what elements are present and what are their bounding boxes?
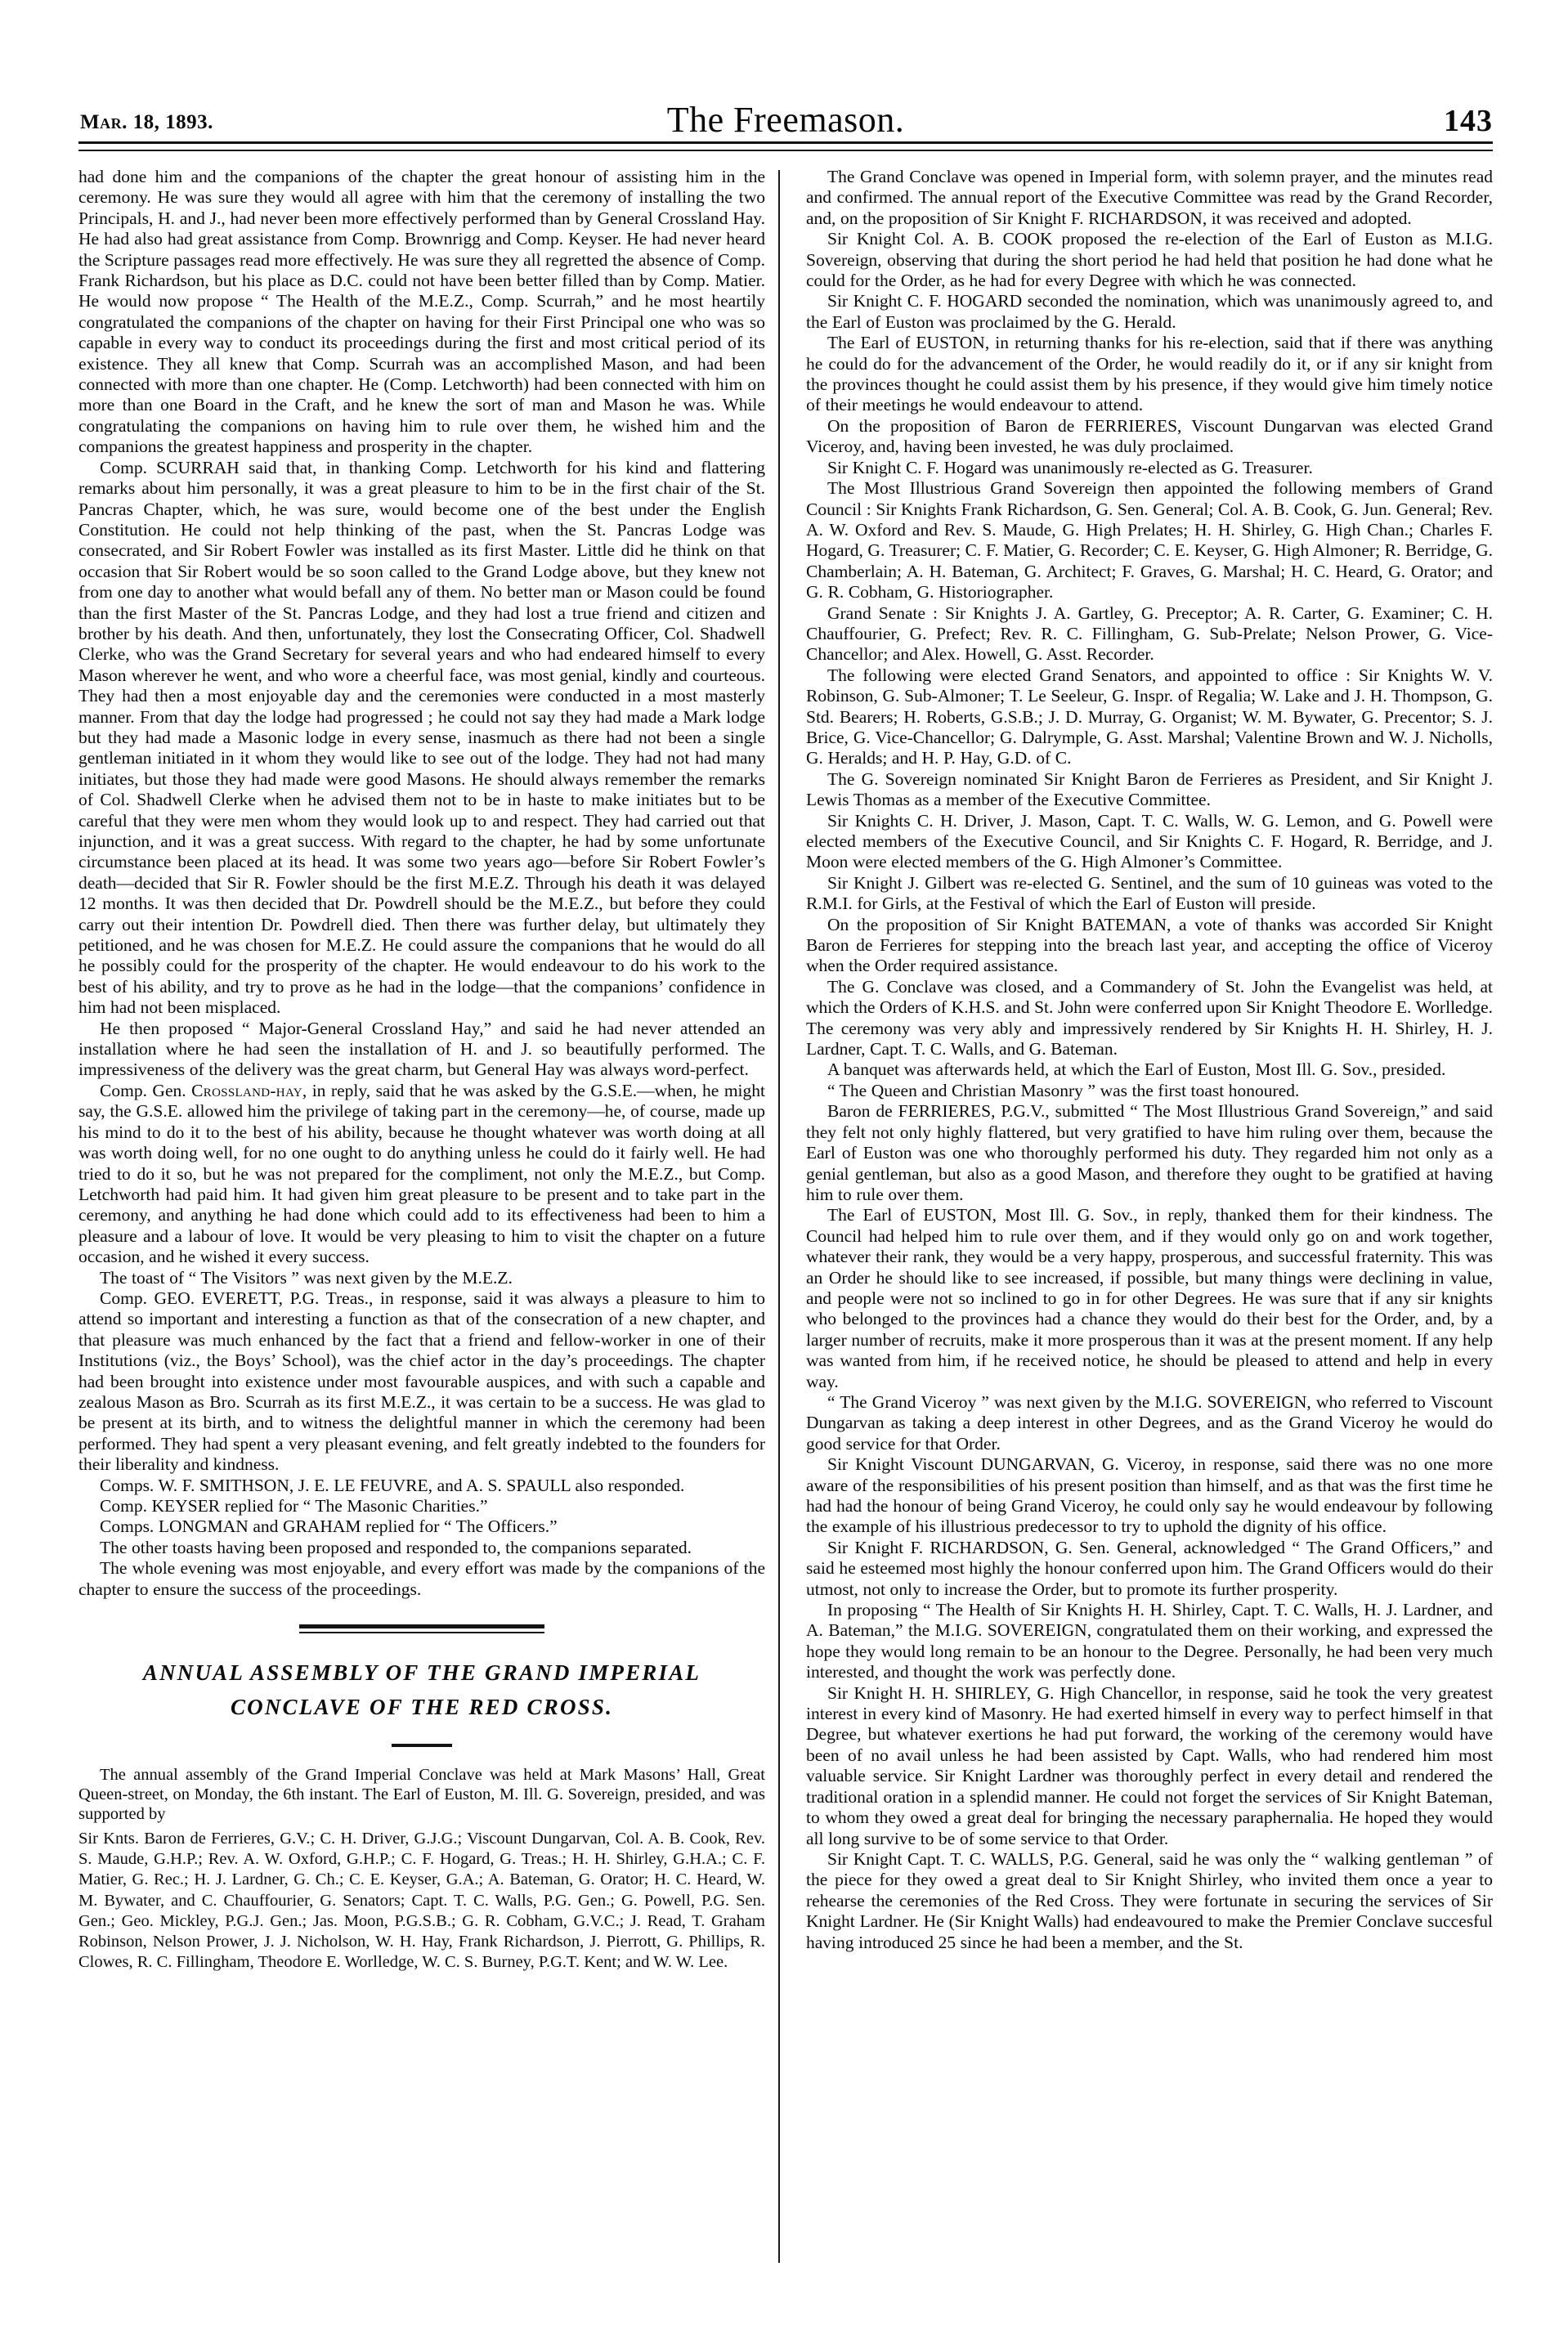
paragraph: The other toasts having been proposed and responded to, the companions separated.: [100, 1537, 692, 1557]
paragraph: The Earl of EUSTON, Most Ill. G. Sov., in reply, thanked them for their kindness. The Council had helped him to rule over them, and if they would only go on and work together, whatever their rank, they would be a very happy, prosperous, and successful fraternity. This was an Order he should like to see increased, if possible, but many things were declining in value, and people were not so inclined to go in for other Degrees. He was sure that if any sir knights who belonged to the provinces had a chance they would do their best for the Order, and, by a larger number of recruits, make it more prosperous than it was at the present moment. If any help was wanted from him, if he received notice, he should be pleased to attend and help in every way.: [806, 1205, 1493, 1391]
section-rule-thin: [299, 1632, 544, 1633]
paragraph: The whole evening was most enjoyable, and every effort was made by the companions of the chapter to ensure the success of the proceedings.: [78, 1558, 765, 1599]
paragraph: Sir Knights C. H. Driver, J. Mason, Capt. T. C. Walls, W. G. Lemon, and G. Powell were elected members of the Executive Council, and Sir Knights C. F. Hogard, R. Berridge, and J. Moon were elected members of the G. High Almoner’s Committee.: [806, 810, 1493, 872]
paragraph: “ The Queen and Christian Masonry ” was the first toast honoured.: [827, 1080, 1300, 1100]
masthead-rule-thin: [78, 150, 1493, 151]
paragraph: Sir Knight Col. A. B. COOK proposed the re-election of the Earl of Euston as M.I.G. Sovereign, observing that during the short period he had held that position he had done what he could for the Order, as he had for every Degree with which he was connected.: [806, 229, 1493, 291]
small-caps-name: Crossland-hay: [191, 1080, 302, 1100]
paragraph: Comp. GEO. EVERETT, P.G. Treas., in response, said it was always a pleasure to him to attend so important and interesting a function as that of the consecration of a new chapter, and that pleasure was much enhanced by the fact that a friend and fellow-worker in one of their Institutions (viz., the Boys’ School), was the chief actor in the day’s proceedings. The chapter had been brought into existence under most favourable auspices, and with such a capable and zealous Mason as Bro. Scurrah as its first M.E.Z., it was certain to be a success. He was glad to be present at its birth, and to witness the delightful manner in which the ceremony had been performed. They had spent a very pleasant evening, and felt greatly indebted to the founders for their liberality and kindness.: [78, 1288, 765, 1475]
paragraph: On the proposition of Sir Knight BATEMAN, a vote of thanks was accorded Sir Knight Baron de Ferrieres for stepping into the breach last year, and accepting the office of Viceroy when the Order required assistance.: [806, 914, 1493, 976]
section-name-list: Sir Knts. Baron de Ferrieres, G.V.; C. H. Driver, G.J.G.; Viscount Dungarvan, Col. A. B. Cook, Rev. S. Maude, G.H.P.; Rev. A. W. Oxford, G.H.P.; C. F. Hogard, G. Treas.; H. H. Shirley, G.H.A.; C. F. Matier, G. Rec.; H. J. Lardner, G. Ch.; C. E. Keyser, G.A.; A. Bateman, G. Orator; H. C. Heard, W. M. Bywater, and C. Chauffourier, G. Senators; Capt. T. C. Walls, P.G. Gen.; G. Powell, P.G. Sen. Gen.; Geo. Mickley, P.G.J. Gen.; Jas. Moon, P.G.S.B.; G. R. Cobham, G.V.C.; J. Read, T. Graham Robinson, Nelson Prower, J. J. Nicholson, W. H. Hay, Frank Richardson, J. Pierrott, G. Phillips, R. Clowes, R. C. Fillingham, Theodore E. Worlledge, W. C. S. Burney, P.G.T. Kent; and W. W. Lee.: [78, 1830, 765, 1972]
paragraph: Sir Knight F. RICHARDSON, G. Sen. General, acknowledged “ The Grand Officers,” and said he esteemed most highly the honour conferred upon him. The Grand Officers would do their utmost, not only to increase the Order, but to promote its further prosperity.: [806, 1537, 1493, 1599]
section-intro-paragraph: The annual assembly of the Grand Imperial Conclave was held at Mark Masons’ Hall, Great Queen-street, on Monday, the 6th instant. The Earl of Euston, M. Ill. G. Sovereign, presided, and was supported by: [78, 1766, 765, 1824]
paragraph: Sir Knight Viscount DUNGARVAN, G. Viceroy, in response, said there was no one more aware of the responsibilities of his present position than himself, and as that was the first time he had had the honour of being Grand Viceroy, he could only say he would endeavour by following the example of his illustrious predecessor to try to uphold the dignity of his office.: [806, 1454, 1493, 1537]
section-heading-line-1: ANNUAL ASSEMBLY OF THE GRAND IMPERIAL: [142, 1660, 701, 1686]
paragraph: The Grand Conclave was opened in Imperial form, with solemn prayer, and the minutes read and confirmed. The annual report of the Executive Committee was read by the Grand Recorder, and, on the proposition of Sir Knight F. RICHARDSON, it was received and adopted.: [806, 167, 1493, 228]
paragraph: Baron de FERRIERES, P.G.V., submitted “ The Most Illustrious Grand Sovereign,” and said they felt not only highly flattered, but very gratified to have him ruling over them, because the Earl of Euston was one who thoroughly performed his duty. They regarded him not only as a genial gentleman, but also as a good Mason, and therefore they ought to be gratified at having him to rule over them.: [806, 1101, 1493, 1204]
section-heading: [78, 1655, 765, 1724]
paragraph: The G. Sovereign nominated Sir Knight Baron de Ferrieres as President, and Sir Knight J. Lewis Thomas as a member of the Executive Committee.: [806, 768, 1493, 810]
paragraph: The G. Conclave was closed, and a Commandery of St. John the Evangelist was held, at which the Orders of K.H.S. and St. John were conferred upon Sir Knight Theodore E. Worlledge. The ceremony was very ably and impressively rendered by Sir Knights H. H. Shirley, H. J. Lardner, Capt. T. C. Walls, and G. Bateman.: [806, 976, 1493, 1059]
section-dash-rule: [392, 1744, 452, 1747]
paragraph: Sir Knight C. F. Hogard was unanimously re-elected as G. Treasurer.: [827, 457, 1313, 477]
paragraph: Sir Knight Capt. T. C. WALLS, P.G. General, said he was only the “ walking gentleman ” of the piece for they owed a great deal to Sir Knight Shirley, who invited them once a year to rehearse the ceremonies of the Red Cross. They were fortunate in securing the services of Sir Knight Lardner. He (Sir Knight Walls) had endeavoured to make the Premier Conclave succesful having introduced 25 since he had been a member, and the St.: [806, 1848, 1493, 1952]
paragraph: He then proposed “ Major-General Crossland Hay,” and said he had never attended an installation where he had seen the installation of H. and J. so beautifully performed. The impressiveness of the delivery was the great charm, but General Hay was always word-perfect.: [78, 1018, 765, 1080]
page-number: 143: [1444, 104, 1493, 138]
paragraph: The following were elected Grand Senators, and appointed to office : Sir Knights W. V. Robinson, G. Sub-Almoner; T. Le Seeleur, G. Inspr. of Regalia; W. Lake and J. H. Thompson, G. Std. Bearers; H. Roberts, G.S.B.; J. D. Murray, G. Organist; W. M. Bywater, G. Precentor; S. J. Brice, G. Vice-Chancellor; G. Dalrymple, G. Asst. Marshal; Valentine Brown and W. J. Nicholls, G. Heralds; and H. P. Hay, G.D. of C.: [806, 665, 1493, 768]
paragraph: The Earl of EUSTON, in returning thanks for his re-election, said that if there was anything he could do for the advancement of the Order, he would readily do it, or if any sir knight from the provinces thought he could assist them by his presence, if they would give him timely notice of their meetings he would endeavour to attend.: [806, 333, 1493, 415]
paragraph: The Most Illustrious Grand Sovereign then appointed the following members of Grand Council : Sir Knights Frank Richardson, G. Sen. General; Col. A. B. Cook, G. Jun. General; Rev. A. W. Oxford and Rev. S. Maude, G. High Prelates; H. H. Shirley, G. High Chan.; Charles F. Hogard, G. Treasurer; C. F. Matier, G. Recorder; C. E. Keyser, G. High Almoner; R. Berridge, G. Chamberlain; A. H. Bateman, G. Architect; F. Graves, G. Marshal; H. C. Heard, G. Orator; and G. R. Cobham, G. Historiographer.: [806, 478, 1493, 603]
masthead-rule-thick: [78, 141, 1493, 144]
column-divider: [778, 170, 780, 2263]
paragraph: Comp. SCURRAH said that, in thanking Comp. Letchworth for his kind and flattering remarks about him personally, it was a great pleasure to him to be in the first chair of the St. Pancras Chapter, which, he was sure, would become one of the best under the English Constitution. He could not help thinking of the past, when the St. Pancras Lodge was consecrated, and Sir Robert Fowler was installed as its first Master. Little did he think on that occasion that Sir Robert would be so soon called to the Grand Lodge above, but they knew not from one day to another what would befall any of them. No better man or Mason could be found than the first Master of the St. Pancras Lodge, and they had lost a true friend and citizen and brother by his death. And then, unfortunately, they lost the Consecrating Officer, Col. Shadwell Clerke, who was the Grand Secretary for several years and who had endeared himself to every Mason wherever he went, and who wore a cheerful face, was most genial, kindly and courteous. They had then a most enjoyable day and the ceremonies were conducted in a most masterly manner. From that day the lodge had progressed ; he could not say they had made a Mark lodge but they had made a Masonic lodge in every sense, inasmuch as there had not been a single gentleman initiated in it whom they would like to see out of the lodge. They had not had many initiates, but those they had made were good Masons. He should always remember the remarks of Col. Shadwell Clerke when he advised them not to be in haste to make initiates but to be careful that they were men whom they would look up to and respect. They had carried out that injunction, and it was a great success. With regard to the chapter, he had by some unfortunate circumstance been placed at its head. It was some two years ago—before Sir Robert Fowler’s death—decided that Sir R. Fowler should be the first M.E.Z. Through his death it was delayed 12 months. It was then decided that Dr. Powdrell should be the M.E.Z., but before they could carry out their intention Dr. Powdrell died. Then there was further delay, but ultimately they petitioned, and he was chosen for M.E.Z. He could assure the companions that he would do all he possibly could for the prosperity of the chapter. He would endeavour to do his work to the best of his ability, and try to prove as he had in the lodge—that the companions’ confidence in him had not been misplaced.: [78, 457, 765, 1018]
paragraph: Comps. LONGMAN and GRAHAM replied for “ The Officers.”: [100, 1516, 558, 1537]
right-column: [806, 167, 1493, 2292]
section-block: [78, 1624, 765, 1973]
paragraph: Comp. Gen. Crossland-hay, in reply, said that he was asked by the G.S.E.—when, he might say, the G.S.E. allowed him the privilege of taking part in the ceremony—he, of course, made up his mind to do it to the best of his ability, because he thought whatever was worth doing at all was worth doing well, for no one ought to do anything unless he could do it fairly well. He had tried to do it so, but he was not prepared for the compliment, not only the M.E.Z., but Comp. Letchworth had paid him. It had given him great pleasure to be present and to take part in the ceremony, and anything he had done which could add to its effectiveness had been to him a pleasure and a labour of love. It would be very pleasing to him to visit the chapter on a future occasion, and he wished it every success.: [78, 1080, 765, 1267]
paragraph: Comps. W. F. SMITHSON, J. E. LE FEUVRE, and A. S. SPAULL also responded.: [100, 1475, 685, 1495]
paragraph: A banquet was afterwards held, at which the Earl of Euston, Most Ill. G. Sov., presided.: [827, 1059, 1446, 1080]
left-column: [78, 167, 765, 2292]
paragraph: Sir Knight C. F. HOGARD seconded the nomination, which was unanimously agreed to, and the Earl of Euston was proclaimed by the G. Herald.: [806, 291, 1493, 332]
paragraph: Sir Knight J. Gilbert was re-elected G. Sentinel, and the sum of 10 guineas was voted to the R.M.I. for Girls, at the Festival of which the Earl of Euston will preside.: [806, 872, 1493, 914]
paragraph: “ The Grand Viceroy ” was next given by the M.I.G. SOVEREIGN, who referred to Viscount Dungarvan as taking a deep interest in other Degrees, and as the Grand Viceroy he would do good service for that Order.: [806, 1391, 1493, 1454]
paragraph: The toast of “ The Visitors ” was next given by the M.E.Z.: [100, 1267, 513, 1288]
section-heading-line-2: CONCLAVE OF THE RED CROSS.: [230, 1695, 614, 1720]
publication-title: The Freemason.: [666, 100, 905, 140]
issue-date: Mar. 18, 1893.: [80, 111, 213, 133]
paragraph: Comp. KEYSER replied for “ The Masonic Charities.”: [100, 1496, 488, 1516]
masthead: [78, 78, 1493, 141]
section-rule-thick: [299, 1624, 544, 1628]
paragraph: had done him and the companions of the chapter the great honour of assisting him in the ceremony. He was sure they would all agree with him that the ceremony of installing the two Principals, H. and J., had never been more effectively performed than by General Crossland Hay. He had also had great assistance from Comp. Brownrigg and Comp. Keyser. He had never heard the Scripture passages read more effectively. He was sure they all regretted the absence of Comp. Frank Richardson, but his place as D.C. could not have been better filled than by Comp. Matier. He would now propose “ The Health of the M.E.Z., Comp. Scurrah,” and he most heartily congratulated the companions of the chapter on having for their First Principal one who was so capable in every way to conduct its proceedings during the first and most critical period of its existence. They all knew that Comp. Scurrah was an accomplished Mason, and had been connected with more than one chapter. He (Comp. Letchworth) had been connected with him on more than one Board in the Craft, and he knew the sort of man and Mason he was. While congratulating the companions on having him to rule over them, he wished him and the companions the greatest happiness and prosperity in the chapter.: [78, 167, 765, 457]
paragraph: On the proposition of Baron de FERRIERES, Viscount Dungarvan was elected Grand Viceroy, and, having been invested, he was duly proclaimed.: [806, 415, 1493, 457]
article-columns: [78, 167, 1493, 2292]
paragraph: Grand Senate : Sir Knights J. A. Gartley, G. Preceptor; A. R. Carter, G. Examiner; C. H. Chauffourier, G. Prefect; Rev. R. C. Fillingham, G. Sub-Prelate; Nelson Prower, G. Vice-Chancellor; and Alex. Howell, G. Asst. Recorder.: [806, 603, 1493, 665]
paragraph: Sir Knight H. H. SHIRLEY, G. High Chancellor, in response, said he took the very greatest interest in every kind of Masonry. He had exerted himself in every way to perfect himself in that Degree, but whatever exertions he had put forward, the working of the ceremony would have been of no avail unless he had been assisted by Capt. Walls, who had rendered him most valuable service. Sir Knight Lardner was thoroughly perfect in every detail and rendered the traditional oration in a splendid manner. He could not forget the services of Sir Knight Bateman, to whom they owed a great deal for bringing the necessary paraphernalia. He hoped they would all long survive to be of some service to that Order.: [806, 1682, 1493, 1848]
section-rules: [299, 1624, 544, 1634]
paragraph: In proposing “ The Health of Sir Knights H. H. Shirley, Capt. T. C. Walls, H. J. Lardner, and A. Bateman,” the M.I.G. SOVEREIGN, congratulated them on their working, and expressed the hope they would long remain to be an honour to the Degree. Personally, he had been very much interested, and thought the work was perfectly done.: [806, 1600, 1493, 1682]
